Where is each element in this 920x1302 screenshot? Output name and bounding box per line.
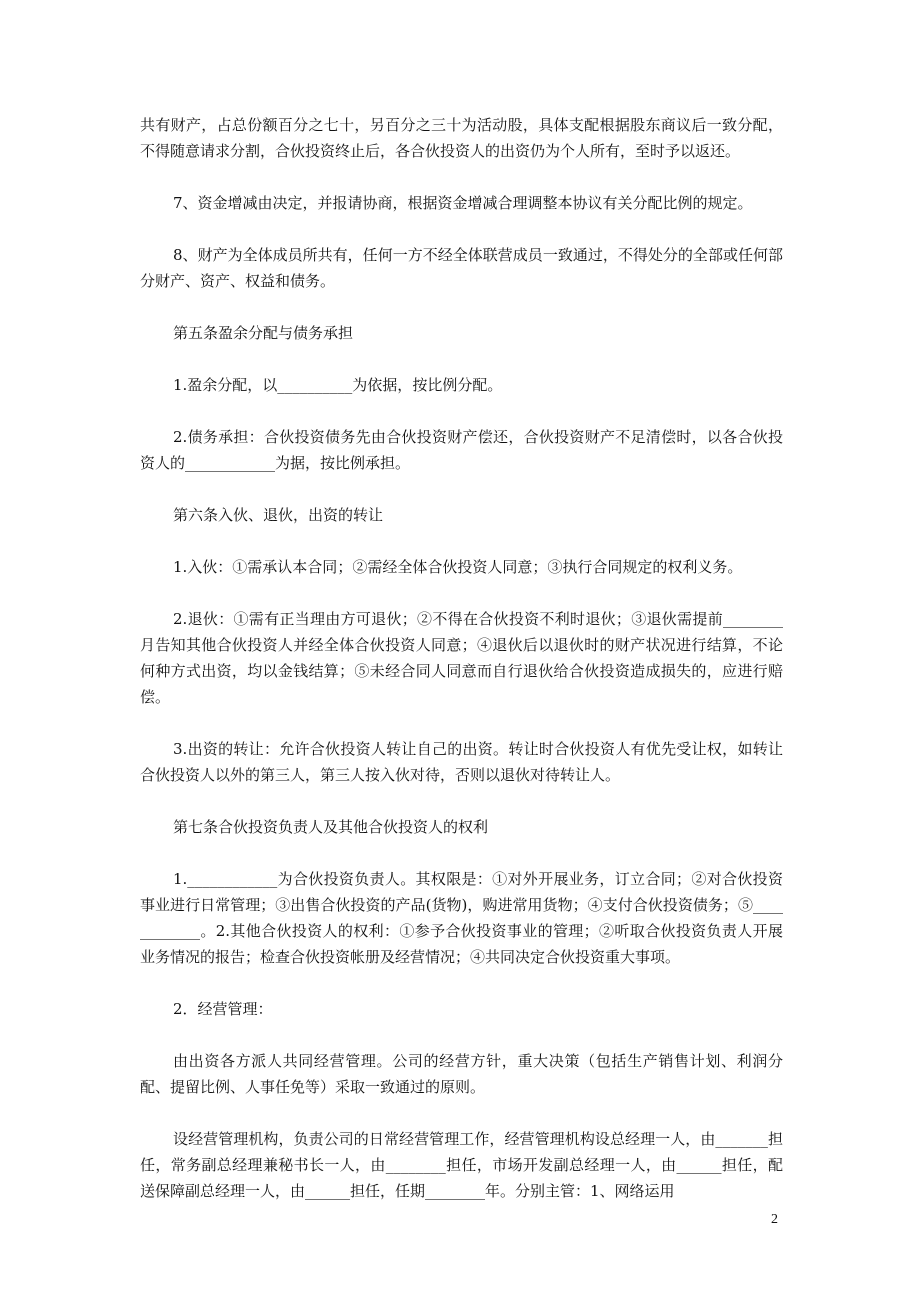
heading-article-7: 第七条合伙投资负责人及其他合伙投资人的权利 bbox=[173, 818, 489, 836]
paragraph-withdrawal: 2.退伙：①需有正当理由方可退伙；②不得在合伙投资不利时退伙；③退伙需提前________月告知其他合伙投资人并经全体合伙投资人同意；④退伙后以退伙时的财产状况进行结算，不论何种方式出资，均以金钱结算；⑤未经合同人同意而自行退伙给合伙投资造成损失的，应进行赔偿。 bbox=[140, 610, 783, 706]
heading-article-5: 第五条盈余分配与债务承担 bbox=[173, 324, 354, 342]
page-number: 2 bbox=[771, 1212, 778, 1227]
paragraph-item-7: 7、资金增减由决定，并报请协商，根据资金增减合理调整本协议有关分配比例的规定。 bbox=[173, 194, 753, 212]
heading-article-6: 第六条入伙、退伙，出资的转让 bbox=[173, 506, 384, 524]
paragraph-joining: 1.入伙：①需承认本合同；②需经全体合伙投资人同意；③执行合同规定的权利义务。 bbox=[173, 558, 743, 576]
paragraph-property-shares: 共有财产，占总份额百分之七十，另百分之三十为活动股，具体支配根据股东商议后一致分配，不得随意请求分割，合伙投资终止后，各合伙投资人的出资仍为个人所有，至时予以返还。 bbox=[140, 116, 783, 160]
paragraph-debt-assumption: 2.债务承担：合伙投资债务先由合伙投资财产偿还，合伙投资财产不足清偿时，以各合伙投资人的____________为据，按比例承担。 bbox=[140, 428, 783, 472]
paragraph-responsible-person: 1.____________为合伙投资负责人。其权限是：①对外开展业务，订立合同；②对合伙投资事业进行日常管理；③出售合伙投资的产品(货物)，购进常用货物；④支付合伙投资债务；⑤____________。2.其他合伙投资人的权利：①参予合伙投资事业的管理；②听取合伙投资负责人开展业务情况的报告；检查合伙投资帐册及经营情况；④共同决定合伙投资重大事项。 bbox=[140, 870, 783, 966]
paragraph-joint-management: 由出资各方派人共同经营管理。公司的经营方针，重大决策（包括生产销售计划、利润分配、提留比例、人事任免等）采取一致通过的原则。 bbox=[140, 1052, 783, 1096]
paragraph-management-heading: 2．经营管理： bbox=[173, 1000, 273, 1018]
paragraph-item-8: 8、财产为全体成员所共有，任何一方不经全体联营成员一致通过，不得处分的全部或任何部分财产、资产、权益和债务。 bbox=[140, 246, 783, 290]
paragraph-profit-distribution: 1.盈余分配，以__________为依据，按比例分配。 bbox=[173, 376, 503, 394]
paragraph-management-structure: 设经营管理机构，负责公司的日常经营管理工作，经营管理机构设总经理一人，由_______担任，常务副总经理兼秘书长一人，由________担任，市场开发副总经理一人，由______担任，配送保障副总经理一人，由______担任，任期________年。分别主管：1、网络运用 bbox=[140, 1130, 783, 1200]
paragraph-transfer: 3.出资的转让：允许合伙投资人转让自己的出资。转让时合伙投资人有优先受让权，如转让合伙投资人以外的第三人，第三人按入伙对待，否则以退伙对待转让人。 bbox=[140, 740, 783, 784]
document-body bbox=[140, 112, 783, 1230]
